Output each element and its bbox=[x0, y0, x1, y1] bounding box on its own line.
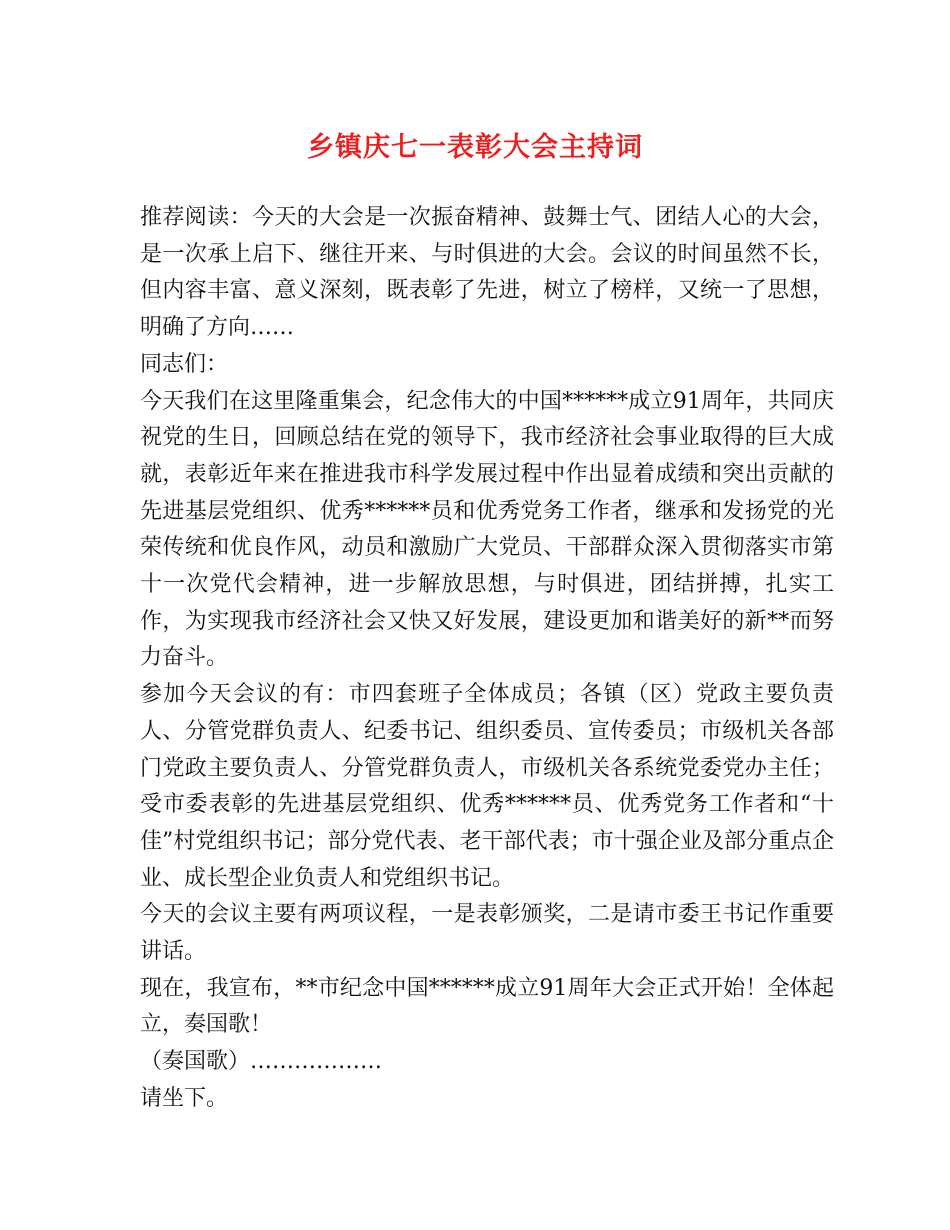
paragraph-intro: 推荐阅读：今天的大会是一次振奋精神、鼓舞士气、团结人心的大会，是一次承上启下、继往开来、与时俱进的大会。会议的时间虽然不长，但内容丰富、意义深刻，既表彰了先进，树立了榜样，又统一了思想，明确了方向…… bbox=[140, 205, 834, 341]
paragraph-greeting: 同志们： bbox=[140, 351, 229, 377]
paragraph-be-seated: 请坐下。 bbox=[140, 1085, 229, 1111]
document-body bbox=[140, 200, 834, 1118]
paragraph-attendees: 参加今天会议的有：市四套班子全体成员；各镇（区）党政主要负责人、分管党群负责人、纪委书记、组织委员、宣传委员；市级机关各部门党政主要负责人、分管党群负责人，市级机关各系统党委党办主任；受市委表彰的先进基层党组织、优秀******员、优秀党务工作者和“十佳”村党组织书记；部分党代表、老干部代表；市十强企业及部分重点企业、成长型企业负责人和党组织书记。 bbox=[140, 682, 834, 891]
paragraph-purpose: 今天我们在这里隆重集会，纪念伟大的中国******成立91周年，共同庆祝党的生日，回顾总结在党的领导下，我市经济社会事业取得的巨大成就，表彰近年来在推进我市科学发展过程中作出显着成绩和突出贡献的先进基层党组织、优秀******员和优秀党务工作者，继承和发扬党的光荣传统和优良作风，动员和激励广大党员、干部群众深入贯彻落实市第十一次党代会精神，进一步解放思想，与时俱进，团结拼搏，扎实工作，为实现我市经济社会又快又好发展，建设更加和谐美好的新**而努力奋斗。 bbox=[140, 388, 834, 671]
paragraph-anthem: （奏国歌）……………… bbox=[140, 1049, 383, 1075]
paragraph-announcement: 现在，我宣布，**市纪念中国******成立91周年大会正式开始！全体起立，奏国歌！ bbox=[140, 975, 834, 1038]
paragraph-agenda: 今天的会议主要有两项议程，一是表彰颁奖，二是请市委王书记作重要讲话。 bbox=[140, 902, 834, 965]
document-title: 乡镇庆七一表彰大会主持词 bbox=[307, 132, 643, 163]
